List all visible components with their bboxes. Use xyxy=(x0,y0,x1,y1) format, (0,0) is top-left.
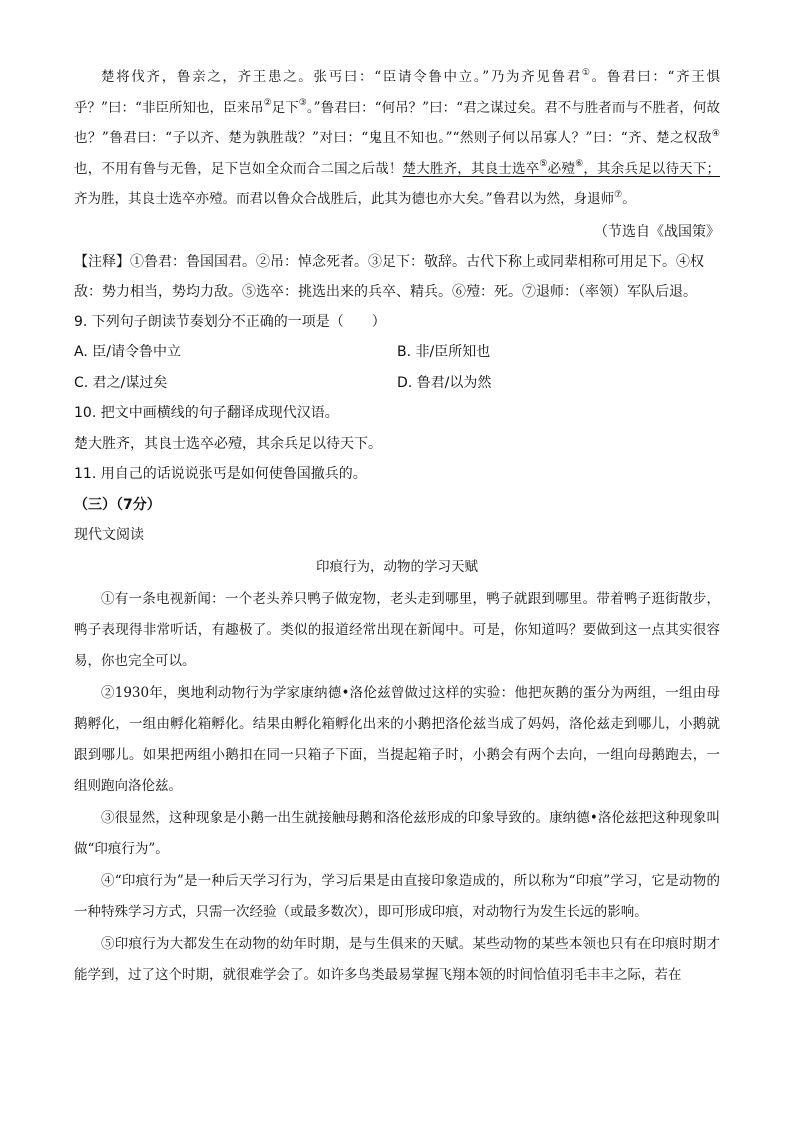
note-mark-5: ⑤ xyxy=(539,159,548,169)
question-9-options-row-1 xyxy=(74,337,720,368)
source-citation: （节选自《战国策》 xyxy=(594,223,720,240)
passage-text: 。 xyxy=(622,191,636,207)
question-9-stem: 9. 下列句子朗读节奏划分不正确的一项是（ ） xyxy=(74,313,386,330)
classical-passage xyxy=(74,62,720,215)
question-9-options-row-2 xyxy=(74,368,720,399)
option-a: A. 臣/请令鲁中立 xyxy=(74,344,181,360)
question-10-sentence: 楚大胜齐，其良士选卒必殪，其余兵足以待天下。 xyxy=(74,435,382,452)
article-paragraph-4: ④“印痕行为”是一种后天学习行为，学习后果是由直接印象造成的，所以称为“印痕”学习，它是动物的一种特殊学习方式，只需一次经验（或最多数次），即可形成印痕，对动物行为发生长远的影响。 xyxy=(74,873,720,920)
passage-text: 楚将伐齐，鲁亲之，齐王患之。张丐曰：“臣请令鲁中立。”乃为齐见鲁君 xyxy=(101,69,582,85)
underlined-text: 楚大胜齐，其良士选卒 xyxy=(402,160,540,177)
article-paragraph-3: ③很显然，这种现象是小鹅一出生就接触母鹅和洛伦兹形成的印象导致的。康纳德•洛伦兹把这种现象叫做“印痕行为”。 xyxy=(74,810,720,857)
page-content xyxy=(74,62,720,991)
note-mark-7: ⑦ xyxy=(614,189,623,200)
passage-text: 齐为胜，其良士选卒亦殪。而君以鲁众合战胜后，此其为德也亦大矣。”鲁君以为然，身退师 xyxy=(74,191,615,207)
underlined-text: ，其余兵足以待天下； xyxy=(583,160,721,177)
underlined-sentence xyxy=(403,161,721,177)
article-paragraph-1: ①有一条电视新闻：一个老头养只鸭子做宠物，老头走到哪里，鸭子就跟到哪里。带着鸭子逛街散步，鸭子表现得非常听话，有趣极了。类似的报道经常出现在新闻中。可是，你知道吗？要做到这一点其实很容易，你也完全可以。 xyxy=(74,591,720,669)
note-mark-2: ② xyxy=(263,98,272,108)
option-d: D. 鲁君/以为然 xyxy=(397,374,492,391)
passage-text: 。”鲁君曰：“何吊？”曰：“君之谋过矣。君不与胜者而与不胜者，何故也？”鲁君曰：“子以齐、楚为孰胜哉？”对曰：“鬼且不知也。”“然则子何以吊寡人？”曰：“齐、楚之权敌 xyxy=(74,99,720,146)
note-mark-4: ④ xyxy=(711,128,720,139)
option-c: C. 君之/谋过矣 xyxy=(74,374,168,391)
passage-text: 。鲁君曰：“齐王惧乎？”曰：“非臣所知也，臣来吊 xyxy=(74,69,720,116)
section-3-heading: （三）（7分） xyxy=(74,496,161,513)
article-title: 印痕行为，动物的学习天赋 xyxy=(316,559,478,575)
note-mark-6: ⑥ xyxy=(575,159,584,169)
article-paragraph-2: ②1930年，奥地利动物行为学家康纳德•洛伦兹曾做过这样的实验：他把灰鹅的蛋分为两组，一组由母鹅孵化，一组由孵化箱孵化。结果由孵化箱孵化出来的小鹅把洛伦兹当成了妈妈，洛伦兹走到哪儿，小鹅就跟到哪儿。如果把两组小鹅扣在同一只箱子下面，当提起箱子时，小鹅会有两个去向，一组向母鹅跑去，一组则跑向洛伦兹。 xyxy=(74,685,720,794)
underlined-text: 必殪 xyxy=(547,160,576,177)
question-11-stem: 11. 用自己的话说说张丐是如何使鲁国撤兵的。 xyxy=(74,466,367,482)
passage-text: 足下 xyxy=(271,99,299,116)
modern-reading-label: 现代文阅读 xyxy=(74,526,144,543)
article-paragraph-5: ⑤印痕行为大都发生在动物的幼年时期，是与生俱来的天赋。某些动物的某些本领也只有在印痕时期才能学到，过了这个时期，就很难学会了。如许多鸟类最易掌握飞翔本领的时间恰值羽毛丰丰之际，若在 xyxy=(74,936,720,983)
annotations: 【注释】①鲁君：鲁国国君。②吊：悼念死者。③足下：敬辞。古代下称上或同辈相称可用足下。④权敌：势力相当，势均力敌。⑤选卒：挑选出来的兵卒、精兵。⑥殪：死。⑦退师：（率领）军队后退。 xyxy=(74,253,704,300)
passage-text: 也，不用有鲁与无鲁，足下岂如全众而合二国之后哉！ xyxy=(74,160,403,177)
note-mark-3: ③ xyxy=(298,98,307,108)
option-b: B. 非/臣所知也 xyxy=(397,344,491,360)
note-mark-1: ① xyxy=(581,67,592,78)
question-10-stem: 10. 把文中画横线的句子翻译成现代汉语。 xyxy=(74,405,339,421)
